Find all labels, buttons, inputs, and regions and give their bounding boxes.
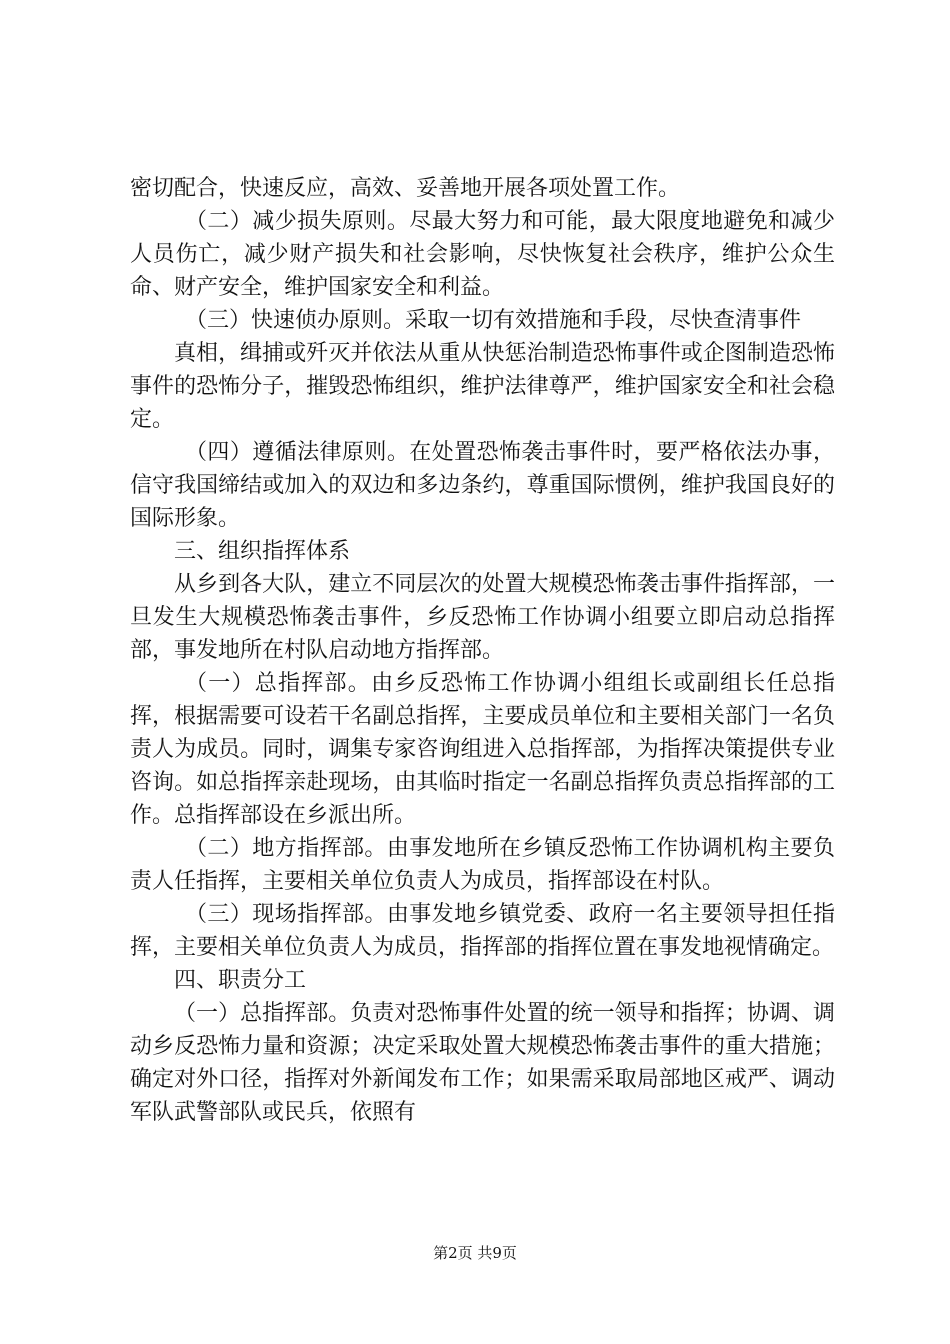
section-heading-4: 四、职责分工 <box>174 968 307 993</box>
paragraph-6: 从乡到各大队，建立不同层次的处置大规模恐怖袭击事件指挥部，一旦发生大规模恐怖袭击事件，乡反恐怖工作协调小组要立即启动总指挥部，事发地所在村队启动地方指挥部。 <box>130 572 835 663</box>
document-body <box>130 172 835 1129</box>
paragraph-8: （二）地方指挥部。由事发地所在乡镇反恐怖工作协调机构主要负责人任指挥，主要相关单位负责人为成员，指挥部设在村队。 <box>130 836 835 894</box>
paragraph-9: （三）现场指挥部。由事发地乡镇党委、政府一名主要领导担任指挥，主要相关单位负责人为成员，指挥部的指挥位置在事发地视情确定。 <box>130 902 835 960</box>
page-number-footer: 第2页 共9页 <box>433 1244 517 1262</box>
paragraph-7: （一）总指挥部。由乡反恐怖工作协调小组组长或副组长任总指挥，根据需要可设若干名副总指挥，主要成员单位和主要相关部门一名负责人为成员。同时，调集专家咨询组进入总指挥部，为指挥决策提供专业咨询。如总指挥亲赴现场，由其临时指定一名副总指挥负责总指挥部的工作。总指挥部设在乡派出所。 <box>130 671 835 828</box>
paragraph-5: （四）遵循法律原则。在处置恐怖袭击事件时，要严格依法办事，信守我国缔结或加入的双边和多边条约，尊重国际惯例，维护我国良好的国际形象。 <box>130 440 835 531</box>
paragraph-10: （一）总指挥部。负责对恐怖事件处置的统一领导和指挥；协调、调动乡反恐怖力量和资源；决定采取处置大规模恐怖袭击事件的重大措施；确定对外口径，指挥对外新闻发布工作；如果需采取局部地区戒严、调动军队武警部队或民兵，依照有 <box>130 1001 835 1125</box>
paragraph-1: 密切配合，快速反应，高效、妥善地开展各项处置工作。 <box>130 176 681 201</box>
paragraph-4: 真相，缉捕或歼灭并依法从重从快惩治制造恐怖事件或企图制造恐怖事件的恐怖分子，摧毁恐怖组织，维护法律尊严，维护国家安全和社会稳定。 <box>130 341 835 432</box>
paragraph-2: （二）减少损失原则。尽最大努力和可能，最大限度地避免和减少人员伤亡，减少财产损失和社会影响，尽快恢复社会秩序，维护公众生命、财产安全，维护国家安全和利益。 <box>130 209 835 300</box>
paragraph-3: （三）快速侦办原则。采取一切有效措施和手段，尽快查清事件 <box>185 308 802 333</box>
section-heading-3: 三、组织指挥体系 <box>174 539 351 564</box>
